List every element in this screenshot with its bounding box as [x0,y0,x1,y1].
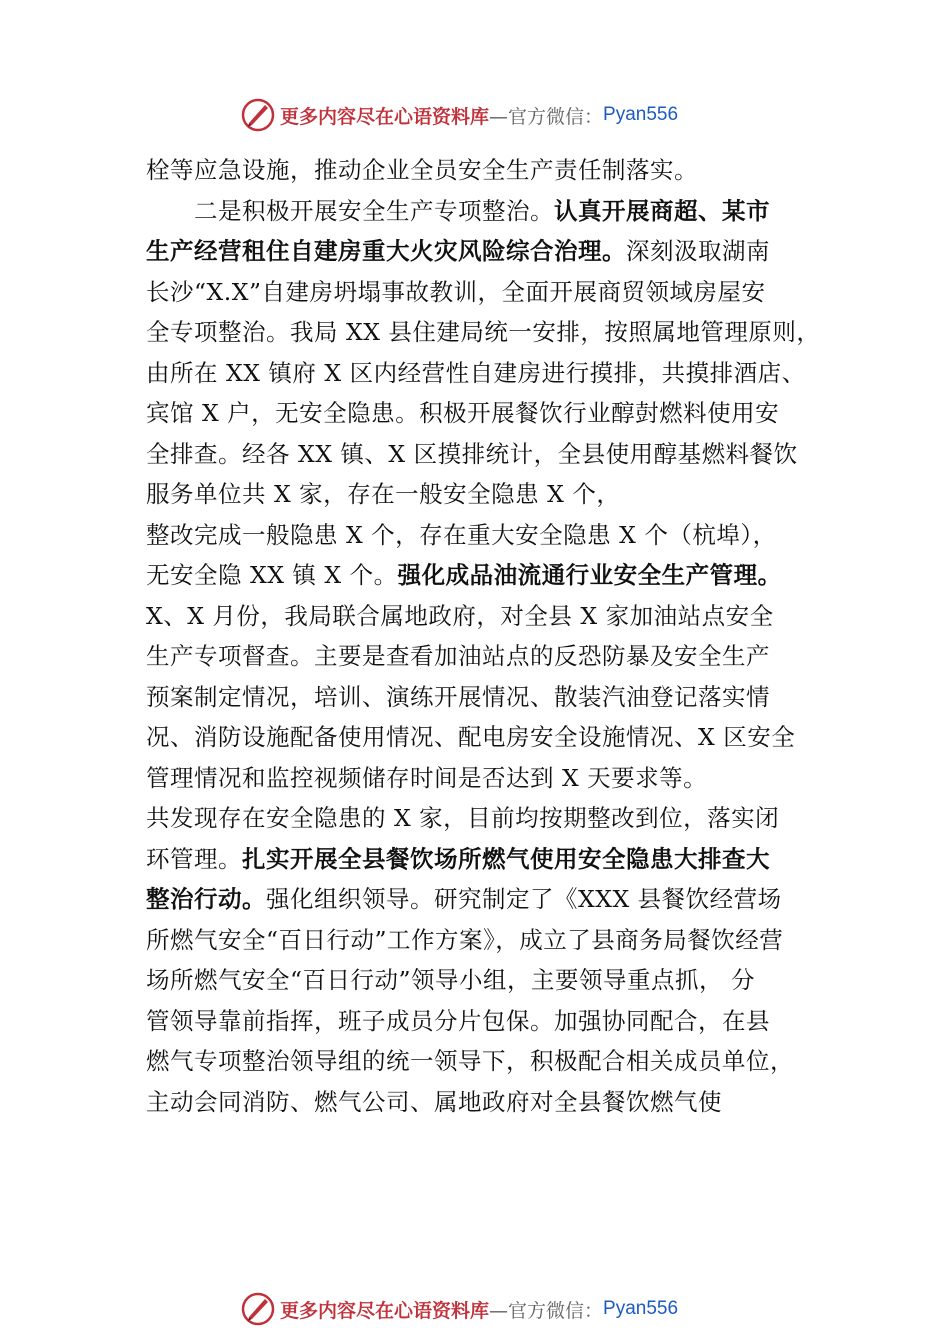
body-text: 长沙“X.X”自建房坍塌事故教训，全面开展商贸领域房屋安 [146,277,766,306]
text-line [146,1001,826,1042]
body-text: 主动会同消防、燃气公司、属地政府对全县餐饮燃气使 [146,1087,722,1116]
text-line [146,393,826,434]
body-text: 场所燃气安全“百日行动”领导小组，主要领导重点抓， 分 [146,966,755,994]
body-text: 共发现存在安全隐患的 X 家，目前均按期整改到位，落实闭 [146,804,780,832]
text-line [146,231,826,272]
bold-heading-text: 生产经营租住自建房重大火灾风险综合治理。 [146,237,626,265]
body-text: 强化组织领导。研究制定了《XXX 县餐饮经营场 [266,885,782,913]
body-text: 环管理。 [146,844,242,873]
text-line [146,717,826,758]
text-line [146,555,826,596]
text-line [146,1041,826,1082]
text-line [146,677,826,718]
text-line [146,474,826,515]
text-line [146,839,826,880]
watermark-wechat-id: Pyan556 [603,104,679,125]
document-body [146,150,826,1122]
text-line [146,312,826,353]
watermark-site-text: 更多内容尽在心语资料库 [280,105,490,128]
text-line [146,434,826,475]
text-line [146,191,826,232]
body-text: 燃气专项整治领导组的统一领导下，积极配合相关成员单位， [146,1047,794,1075]
body-text: 所燃气安全“百日行动”工作方案》，成立了县商务局餐饮经营 [146,925,784,954]
body-text: 生产专项督查。主要是查看加油站点的反恐防暴及安全生产 [146,642,770,670]
text-line [146,515,826,556]
body-text: X、X 月份，我局联合属地政府，对全县 X 家加油站点安全 [146,601,774,630]
watermark-label-text: —官方微信： [489,1299,604,1322]
body-text: 服务单位共 X 家，存在一般安全隐患 X 个， [146,480,621,508]
watermark-site-text: 更多内容尽在心语资料库 [280,1299,490,1322]
text-line [146,879,826,920]
bold-heading-text: 扎实开展全县餐饮场所燃气使用安全隐患大排查大 [242,844,770,873]
bold-heading-text: 强化成品油流通行业安全生产管理。 [397,561,782,589]
watermark-label-text: —官方微信： [489,105,604,128]
body-text: 宾馆 X 户，无安全隐患。积极开展餐饮行业醇尌燃料使用安 [146,399,780,427]
header-watermark [240,95,678,135]
watermark-wechat-id: Pyan556 [603,1298,679,1319]
body-text: 管理情况和监控视频储存时间是否达到 X 天要求等。 [146,763,708,792]
text-line [146,920,826,961]
text-line [146,596,826,637]
bold-heading-text: 整治行动。 [146,885,266,913]
text-line [146,636,826,677]
body-text: 管领导靠前指挥，班子成员分片包保。加强协同配合，在县 [146,1006,770,1035]
body-text: 全排查。经各 XX 镇、X 区摸排统计，全县使用醇基燃料餐饮 [146,439,798,468]
body-text: 深刻汲取湖南 [626,237,770,265]
text-line [146,272,826,313]
text-line [146,1082,826,1123]
body-text: 栓等应急设施，推动企业全员安全生产责任制落实。 [146,156,698,184]
body-text: 全专项整治。我局 XX 县住建局统一安排，按照属地管理原则， [146,318,821,346]
body-text: 二是积极开展安全生产专项整治。 [146,196,554,225]
body-text: 预案制定情况，培训、演练开展情况、散装汽油登记落实情 [146,682,770,711]
text-line [146,960,826,1001]
pen-logo-icon [240,1291,276,1327]
bold-heading-text: 认真开展商超、某市 [554,196,770,225]
body-text: 由所在 XX 镇府 X 区内经营性自建房进行摸排，共摸排酒店、 [146,358,806,387]
body-text: 无安全隐 XX 镇 X 个。 [146,561,398,589]
pen-logo-icon [240,97,276,133]
footer-watermark [240,1289,678,1329]
text-line [146,150,826,191]
body-text: 整改完成一般隐患 X 个，存在重大安全隐患 X 个（杭埠）， [146,520,777,549]
text-line [146,798,826,839]
text-line [146,353,826,394]
text-line [146,758,826,799]
body-text: 况、消防设施配备使用情况、配电房安全设施情况、X 区安全 [146,723,796,751]
